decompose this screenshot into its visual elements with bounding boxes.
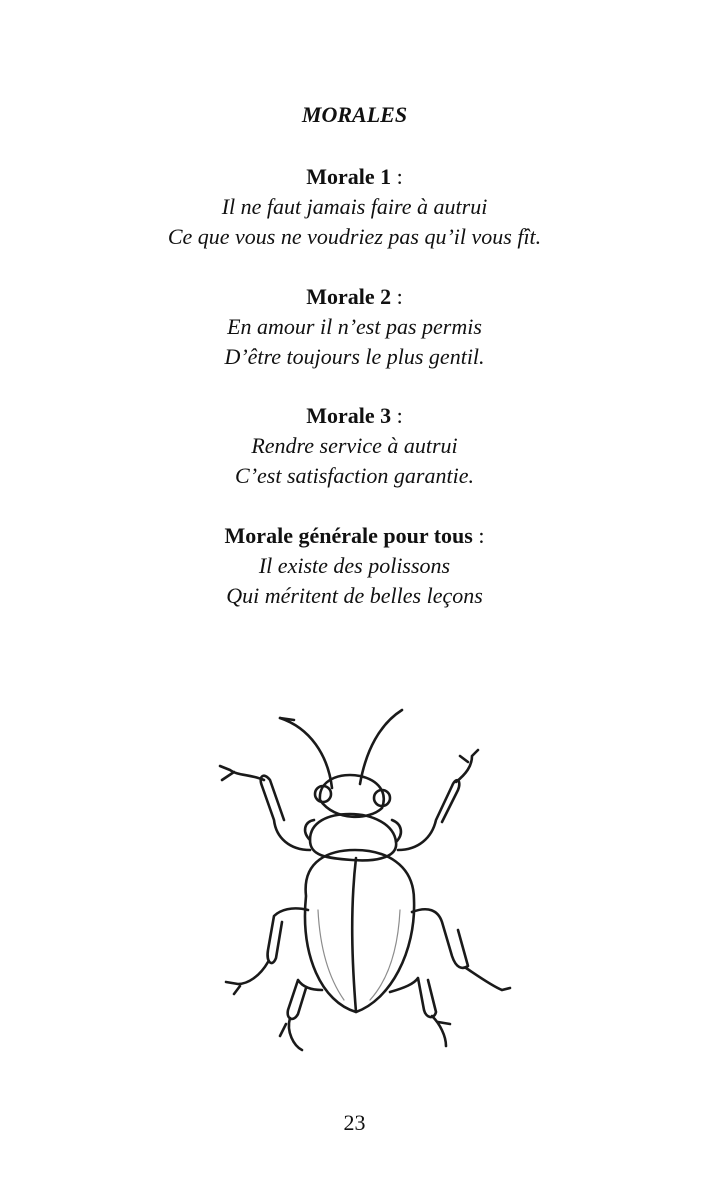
antenna-left	[280, 718, 332, 788]
verse-line: Il ne faut jamais faire à autrui	[221, 194, 488, 219]
verse-line: Qui méritent de belles leçons	[226, 583, 483, 608]
front-left-foot	[220, 766, 264, 780]
hind-right-leg	[390, 978, 436, 1017]
front-right-leg	[398, 780, 459, 850]
elytra-seam	[352, 858, 356, 1012]
beetle-illustration	[210, 700, 520, 1060]
morale-colon: :	[391, 164, 403, 189]
body-shading	[370, 910, 400, 1000]
morale-heading	[0, 521, 709, 551]
front-left-leg	[261, 776, 310, 850]
morale-label: Morale 1	[306, 164, 392, 189]
verse-line: Rendre service à autrui	[251, 433, 458, 458]
morale-2	[0, 282, 709, 372]
page-number: 23	[343, 1110, 366, 1135]
hind-left-leg	[288, 980, 322, 1019]
morale-heading	[0, 282, 709, 312]
morale-1	[0, 162, 709, 252]
hind-left-foot	[280, 1018, 302, 1050]
verse-line: En amour il n’est pas permis	[227, 314, 482, 339]
morale-heading	[0, 162, 709, 192]
morale-heading	[0, 401, 709, 431]
morale-colon: :	[391, 403, 403, 428]
morale-label: Morale 2	[306, 284, 392, 309]
middle-right-foot	[466, 968, 510, 990]
morale-general	[0, 521, 709, 611]
front-right-foot	[456, 750, 478, 782]
verse-line: C’est satisfaction garantie.	[235, 463, 474, 488]
middle-right-leg	[412, 909, 468, 968]
morale-colon: :	[391, 284, 403, 309]
hind-right-foot	[432, 1016, 450, 1046]
page-title: MORALES	[301, 102, 408, 127]
verse-line: D’être toujours le plus gentil.	[224, 344, 485, 369]
morale-3	[0, 401, 709, 491]
morale-label: Morale générale pour tous	[224, 523, 473, 548]
morale-label: Morale 3	[306, 403, 392, 428]
verse-line: Ce que vous ne voudriez pas qu’il vous fît.	[167, 224, 542, 249]
middle-left-foot	[226, 962, 268, 994]
antenna-right	[360, 710, 402, 784]
middle-left-leg	[268, 908, 308, 963]
verse-line: Il existe des polissons	[258, 553, 451, 578]
morale-colon: :	[472, 523, 485, 548]
